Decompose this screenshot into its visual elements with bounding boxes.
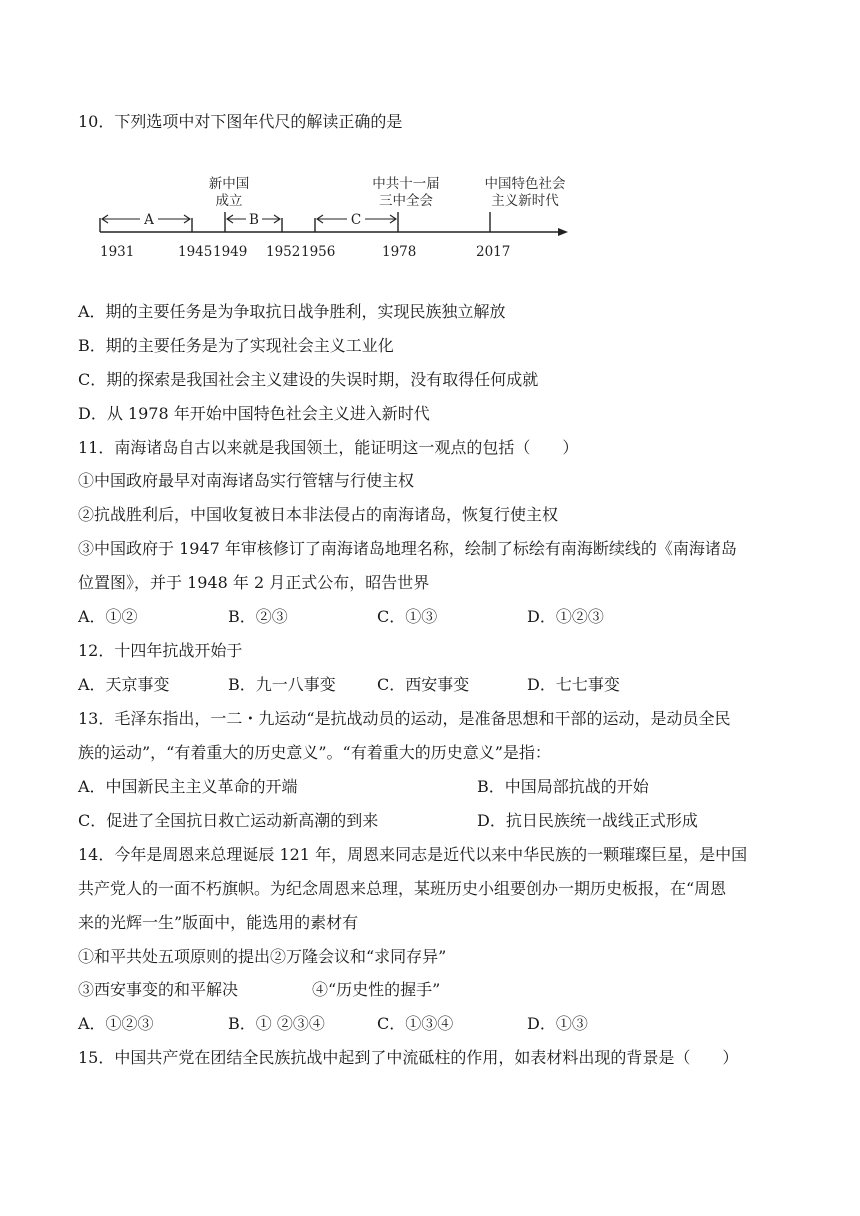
q14-items-line1: ①和平共处五项原则的提出②万隆会议和“求同存异” xyxy=(78,947,447,966)
q13-stem-line2: 族的运动”，“有着重大的历史意义”。“有着重大的历史意义”是指： xyxy=(78,743,551,762)
year-1945: 1945 xyxy=(178,244,213,260)
year-1956: 1956 xyxy=(301,244,336,260)
q11-option-a: A．①② xyxy=(78,607,138,626)
q11-option-d: D．①②③ xyxy=(527,607,604,626)
q11-item-2: ②抗战胜利后，中国收复被日本非法侵占的南海诸岛，恢复行使主权 xyxy=(78,505,559,524)
q14-option-b: B．① ②③④ xyxy=(228,1014,325,1033)
year-1978: 1978 xyxy=(382,244,417,260)
q14-option-c: C．①③④ xyxy=(377,1014,454,1033)
year-1931: 1931 xyxy=(100,244,135,260)
event-1978-line2: 三中全会 xyxy=(379,193,433,209)
event-2017-line1: 中国特色社会 xyxy=(484,176,566,192)
q13-option-b: B．中国局部抗战的开始 xyxy=(477,777,649,796)
q14-stem-line2: 共产党人的一面不朽旗帜。为纪念周恩来总理，某班历史小组要创办一期历史板报，在“周恩 xyxy=(78,879,727,898)
q10-stem: 10．下列选项中对下图年代尺的解读正确的是 xyxy=(78,112,403,131)
q14-option-d: D．①③ xyxy=(527,1014,588,1033)
year-1952: 1952 xyxy=(266,244,301,260)
q13-option-c: C．促进了全国抗日救亡运动新高潮的到来 xyxy=(78,811,379,830)
q11-item-1: ①中国政府最早对南海诸岛实行管辖与行使主权 xyxy=(78,471,415,490)
q10-option-a: A．期的主要任务是为争取抗日战争胜利，实现民族独立解放 xyxy=(78,302,506,321)
q10-timeline xyxy=(88,168,568,268)
q13-option-a: A．中国新民主主义革命的开端 xyxy=(78,777,298,796)
event-1949-line1: 新中国 xyxy=(208,176,250,192)
q11-item-3-cont: 位置图》，并于 1948 年 2 月正式公布，昭告世界 xyxy=(78,573,430,592)
q14-item-3: ③西安事变的和平解决 xyxy=(78,980,239,999)
q14-item-4: ④“历史性的握手” xyxy=(312,980,441,999)
q11-item-3: ③中国政府于 1947 年审核修订了南海诸岛地理名称，绘制了标绘有南海断续线的《南海诸岛 xyxy=(78,539,737,558)
q13-option-d: D．抗日民族统一战线正式形成 xyxy=(477,811,698,830)
period-a-label: A xyxy=(144,212,154,228)
q12-stem: 12．十四年抗战开始于 xyxy=(78,641,243,660)
q14-stem-line3: 来的光辉一生”版面中，能选用的素材有 xyxy=(78,913,359,932)
q12-option-d: D．七七事变 xyxy=(527,675,620,694)
timeline-arrowhead xyxy=(558,228,568,236)
q14-option-a: A．①②③ xyxy=(78,1014,154,1033)
q15-stem: 15．中国共产党在团结全民族抗战中起到了中流砥柱的作用，如表材料出现的背景是（ ） xyxy=(78,1048,739,1067)
q12-option-c: C．西安事变 xyxy=(377,675,470,694)
q11-option-c: C．①③ xyxy=(377,607,438,626)
event-1978-line1: 中共十一届 xyxy=(372,176,440,192)
q13-stem-line1: 13．毛泽东指出，一二・九运动“是抗战动员的运动，是准备思想和干部的运动，是动员全民 xyxy=(78,709,731,728)
q11-option-b: B．②③ xyxy=(228,607,288,626)
q14-stem-line1: 14．今年是周恩来总理诞辰 121 年，周恩来同志是近代以来中华民族的一颗璀璨巨星，是中国 xyxy=(78,845,748,864)
year-2017: 2017 xyxy=(476,244,511,260)
event-1949-line2: 成立 xyxy=(215,193,243,209)
q12-option-a: A．天京事变 xyxy=(78,675,170,694)
period-c-label: C xyxy=(350,212,362,228)
q10-option-c: C．期的探索是我国社会主义建设的失误时期，没有取得任何成就 xyxy=(78,370,539,389)
year-1949: 1949 xyxy=(213,244,248,260)
q12-option-b: B．九一八事变 xyxy=(228,675,336,694)
event-2017-line2: 主义新时代 xyxy=(491,193,559,209)
q10-option-b: B．期的主要任务是为了实现社会主义工业化 xyxy=(78,336,394,355)
q10-option-d: D．从 1978 年开始中国特色社会主义进入新时代 xyxy=(78,404,430,423)
q11-stem: 11．南海诸岛自古以来就是我国领土，能证明这一观点的包括（ ） xyxy=(78,438,579,457)
period-b-label: B xyxy=(249,212,259,228)
